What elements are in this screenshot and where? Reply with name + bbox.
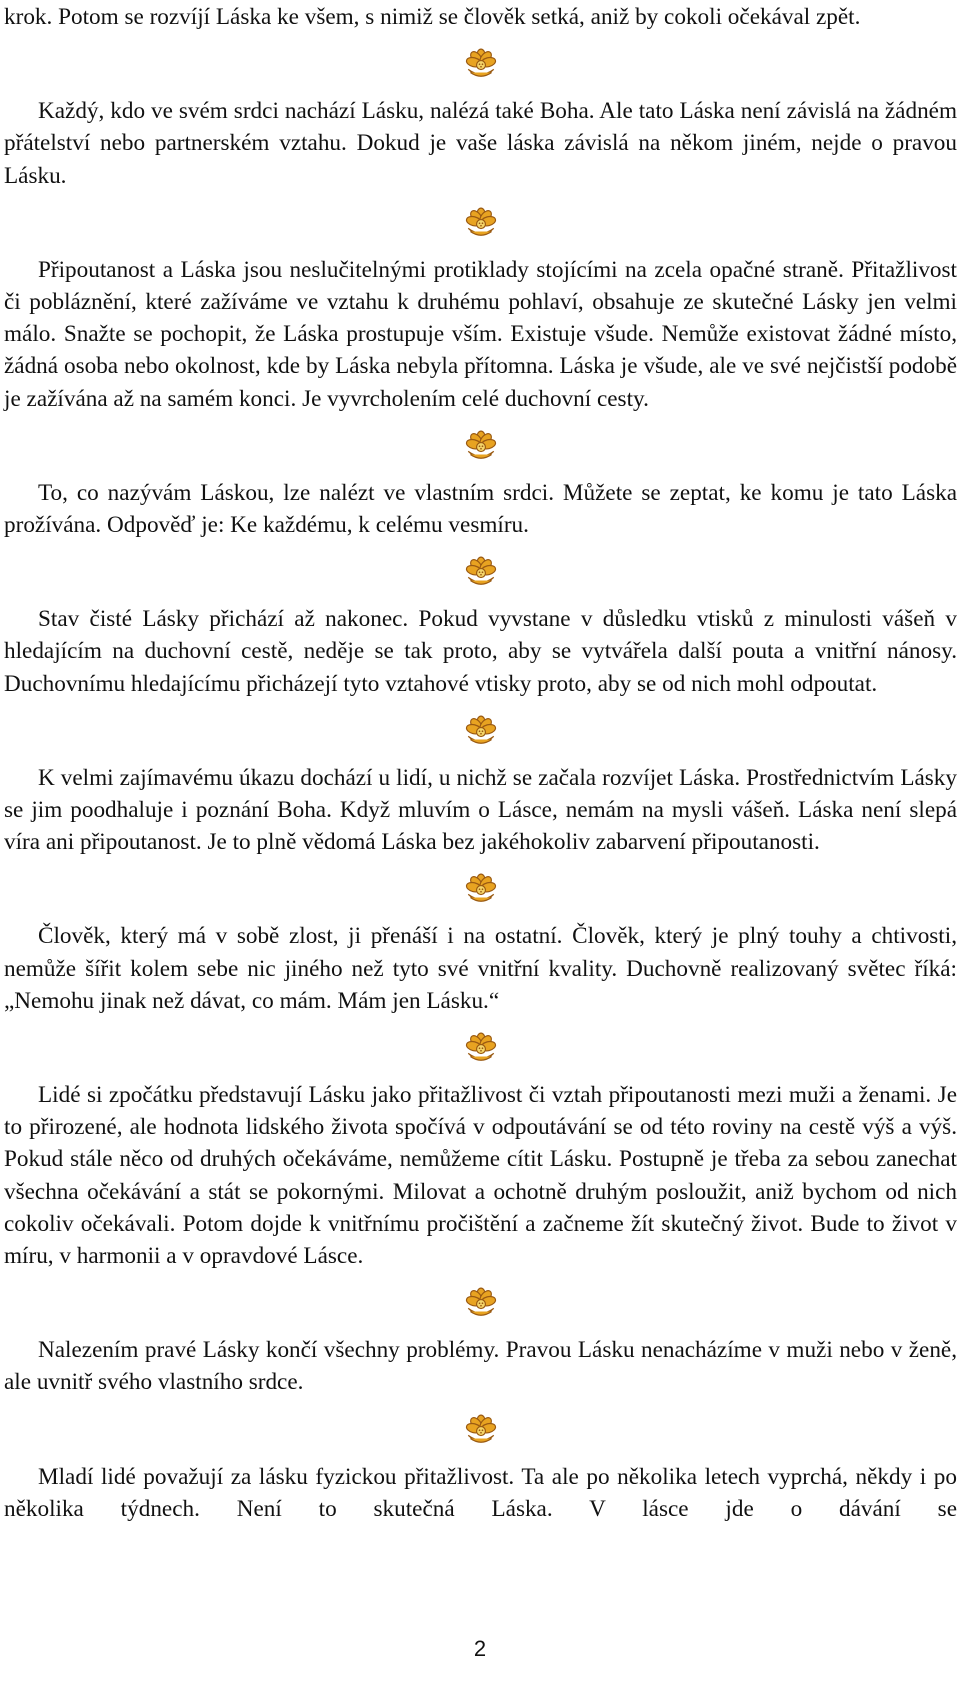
paragraph-4: To, co nazývám Láskou, lze nalézt ve vlastním srdci. Můžete se zeptat, ke komu je tato Láska prožívána. Odpověď je: Ke každému, k celému vesmíru. [4,479,957,539]
paragraph-1: krok. Potom se rozvíjí Láska ke všem, s nimiž se člověk setká, aniž by cokoli očekával zpět. [4,4,861,30]
section-divider [4,415,957,477]
section-divider [4,1017,957,1079]
section-divider [4,33,957,95]
section-divider [4,541,957,603]
section-divider [4,1399,957,1461]
paragraph-7: Člověk, který má v sobě zlost, ji přenáší i na ostatní. Člověk, který je plný touhy a chtivosti, nemůže šířit kolem sebe nic jiného než tyto své vnitřní kvality. Duchovně realizovaný světec říká: „Nemohu jinak než dávat, co mám. Mám jen Lásku.“ [4,923,957,1014]
section-divider [4,700,957,762]
section-divider [4,192,957,254]
section-divider [4,1272,957,1334]
paragraph-8: Lidé si zpočátku představují Lásku jako přitažlivost či vztah připoutanosti mezi muži a ženami. Je to přirozené, ale hodnota lidského života spočívá v odpoutávání se od této roviny na cestě výš a výš. Pokud stále něco od druhých očekáváme, nemůžeme cítit Lásku. Postupně je třeba za sebou zanechat všechna očekávání a stát se pokornými. Milovat a ochotně druhým posloužit, aniž bychom od nich cokoliv očekávali. Potom dojde k vnitřnímu pročištění a začneme žít skutečný život. Bude to život v míru, v harmonii a v opravdové Lásce. [4,1082,957,1270]
paragraph-2: Každý, kdo ve svém srdci nachází Lásku, nalézá také Boha. Ale tato Láska není závislá na žádném přátelství nebo partnerském vztahu. Dokud je vaše láska závislá na někom jiném, nejde o pravou Lásku. [4,98,957,189]
lotus-flower-ornament-icon [464,555,498,589]
lotus-flower-ornament-icon [464,872,498,906]
lotus-flower-ornament-icon [464,1031,498,1065]
section-divider [4,858,957,920]
lotus-flower-ornament-icon [464,714,498,748]
lotus-flower-ornament-icon [464,1413,498,1447]
paragraph-9: Nalezením pravé Lásky končí všechny problémy. Pravou Lásku nenacházíme v muži nebo v ženě, ale uvnitř svého vlastního srdce. [4,1337,957,1396]
lotus-flower-ornament-icon [464,206,498,240]
page-number: 2 [473,1636,487,1661]
paragraph-10: Mladí lidé považují za lásku fyzickou přitažlivost. Ta ale po několika letech vyprchá, někdy i po několika týdnech. Není to skutečná Láska. V lásce jde o dávání se [4,1463,957,1522]
lotus-flower-ornament-icon [464,429,498,463]
lotus-flower-ornament-icon [464,47,498,81]
paragraph-6: K velmi zajímavému úkazu dochází u lidí, u nichž se začala rozvíjet Láska. Prostřednictvím Lásky se jim poodhaluje i poznání Boha. Když mluvím o Lásce, nemám na mysli vášeň. Láska není slepá víra ani připoutanost. Je to plně vědomá Láska bez jakéhokoliv zabarvení připoutanosti. [4,764,957,856]
paragraph-5: Stav čisté Lásky přichází až nakonec. Pokud vyvstane v důsledku vtisků z minulosti vášeň v hledajícím na duchovní cestě, neděje se tak proto, aby se vytvářela další pouta a vnitřní nánosy. Duchovnímu hledajícímu přicházejí tyto vztahové vtisky proto, aby se od nich mohl odpoutat. [4,606,957,697]
paragraph-3: Připoutanost a Láska jsou neslučitelnými protiklady stojícími na zcela opačné straně. Přitažlivost či pobláznění, které zažíváme ve vztahu k druhému pohlaví, obsahuje ze skutečné Lásky jen velmi málo. Snažte se pochopit, že Láska prostupuje vším. Existuje všude. Nemůže existovat žádné místo, žádná osoba nebo okolnost, kde by Láska nebyla přítomna. Láska je všude, ale ve své nejčistší podobě je zažívána až na samém konci. Je vyvrcholením celé duchovní cesty. [4,256,957,412]
document-page [4,0,957,1687]
lotus-flower-ornament-icon [464,1286,498,1320]
